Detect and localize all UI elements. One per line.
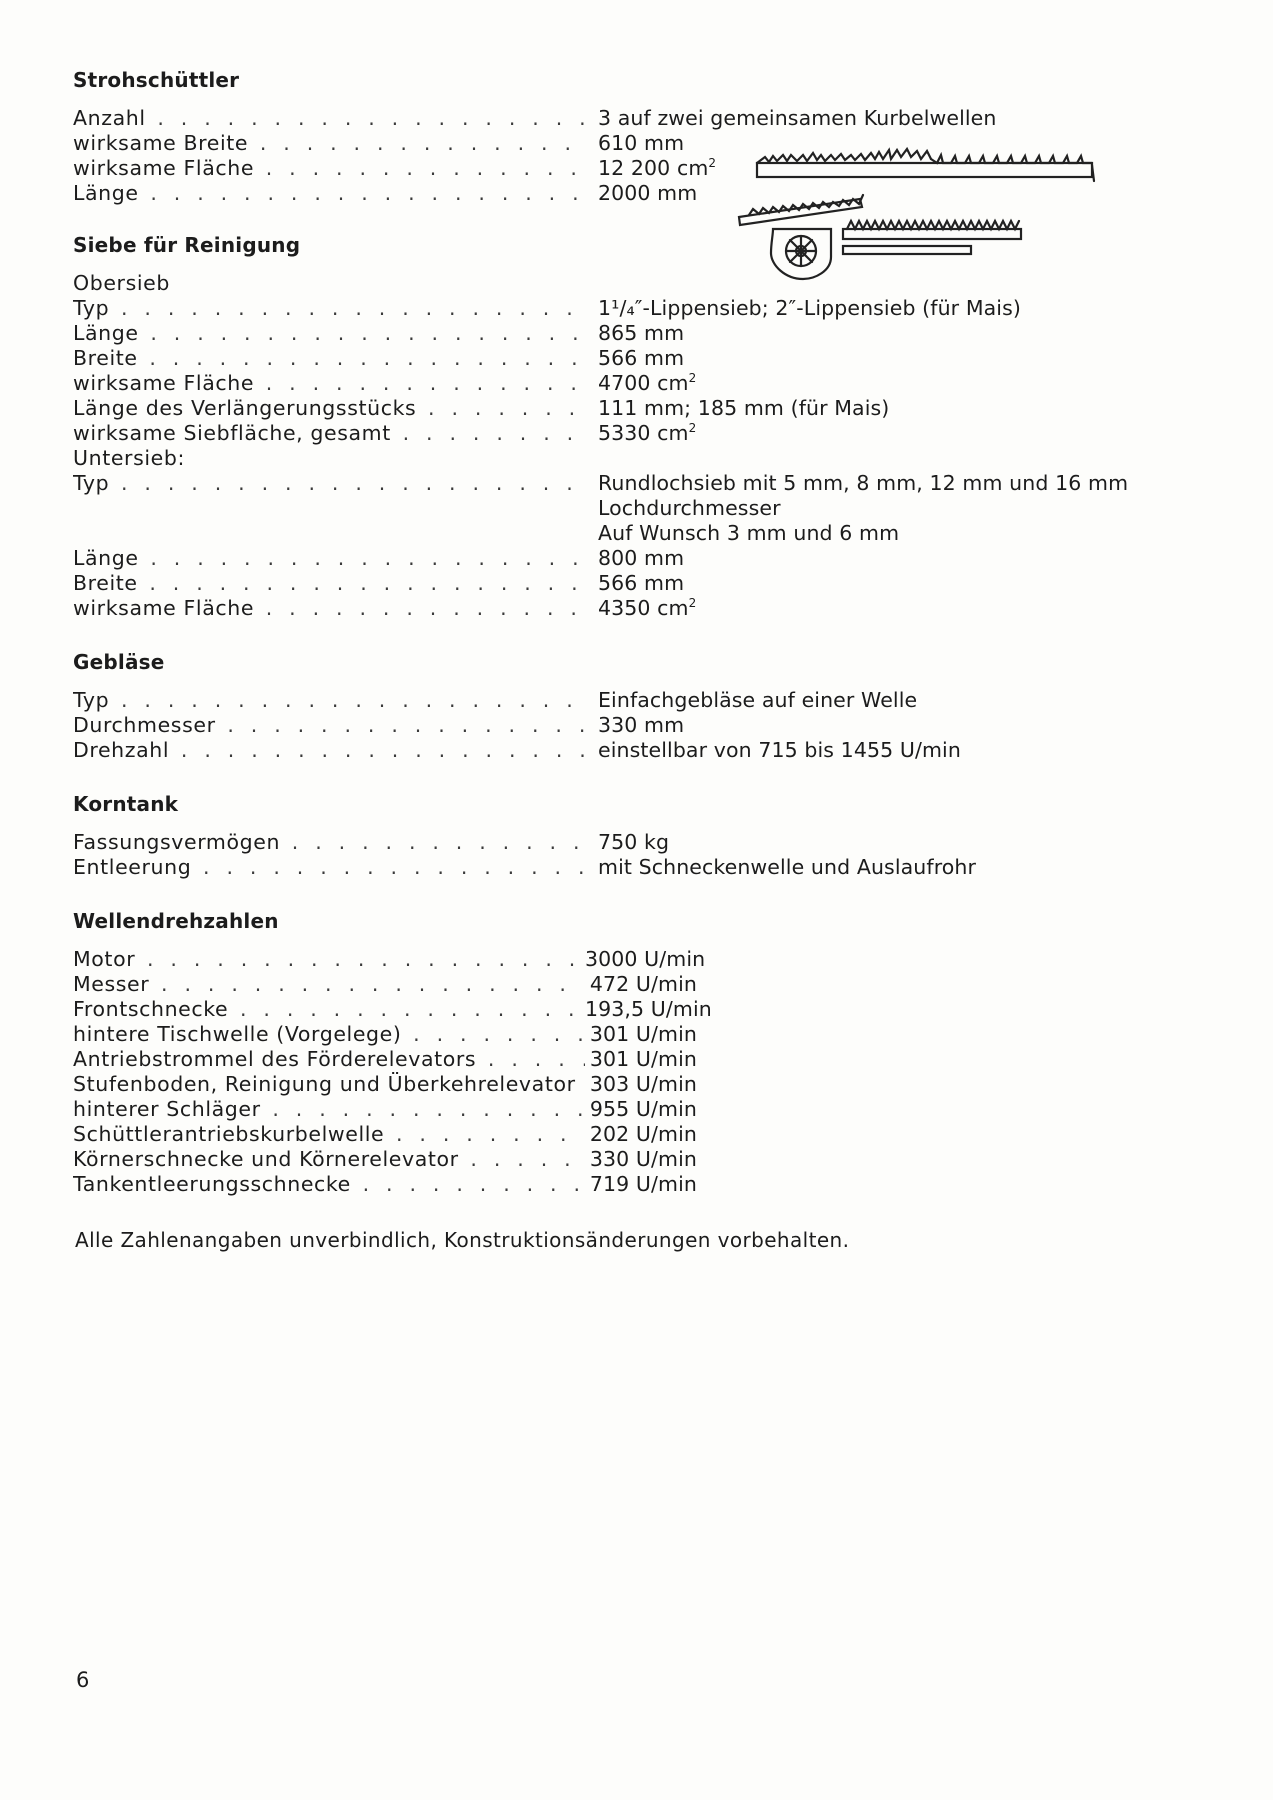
spec-value: 865 mm (598, 321, 685, 345)
spec-value: 301 U/min (589, 1047, 697, 1071)
spec-label: Entleerung . . . (73, 855, 585, 880)
section-title: Strohschüttler (73, 68, 240, 92)
spec-row (73, 471, 1183, 496)
unit-superscript: 2 (708, 156, 717, 170)
spec-label: Durchmesser . . . (73, 713, 585, 738)
spec-value: 12 200 cm (598, 156, 709, 180)
spec-value-group (598, 421, 696, 446)
spec-label: hinterer Schläger . . . (73, 1097, 585, 1122)
spec-value: Rundlochsieb mit 5 mm, 8 mm, 12 mm und 16 mm (598, 471, 1129, 495)
spec-label: Länge des Verlängerungsstücks . . . (73, 396, 585, 421)
spec-label: wirksame Siebfläche, gesamt . . . (73, 421, 585, 446)
spec-label: Fassungsvermögen . . . (73, 830, 585, 855)
spec-label: Anzahl . . . (73, 106, 585, 131)
spec-label: Drehzahl . . . (73, 738, 585, 763)
spec-row (73, 830, 1183, 855)
spec-label: wirksame Fläche . . . (73, 156, 585, 181)
spec-value: 3 auf zwei gemeinsamen Kurbelwellen (598, 106, 997, 130)
subsection-label-row (73, 446, 1183, 471)
spec-row (73, 1122, 1183, 1147)
spec-row (73, 346, 1183, 371)
spec-label: Länge . . . (73, 546, 585, 571)
spec-label: Motor . . . (73, 947, 585, 972)
spec-value: 800 mm (598, 546, 685, 570)
spec-label: wirksame Breite . . . (73, 131, 585, 156)
spec-value: 111 mm; 185 mm (für Mais) (598, 396, 890, 420)
spec-label: hintere Tischwelle (Vorgelege) . . . (73, 1022, 585, 1047)
obersieb-label: Obersieb (73, 271, 170, 295)
section-title: Korntank (73, 792, 179, 816)
spec-label: Typ . . . (73, 688, 585, 713)
spec-value: 750 kg (598, 830, 670, 854)
unit-superscript: 2 (688, 421, 697, 435)
spec-value: 202 U/min (589, 1122, 697, 1146)
spec-row (73, 1047, 1183, 1072)
spec-value: 3000 U/min (585, 947, 706, 971)
spec-value: 4700 cm (598, 371, 689, 395)
spec-row (73, 1147, 1183, 1172)
spec-row (73, 371, 1183, 396)
spec-label: Länge . . . (73, 321, 585, 346)
spec-row (73, 421, 1183, 446)
spec-value: mit Schneckenwelle und Auslaufrohr (598, 855, 977, 879)
spec-label: Messer . . . (73, 972, 585, 997)
spec-value: 330 U/min (589, 1147, 697, 1171)
spec-value: 303 U/min (589, 1072, 697, 1096)
spec-row-continuation (73, 496, 1183, 521)
spec-value: 4350 cm (598, 596, 689, 620)
spec-label: Frontschnecke . . . (73, 997, 585, 1022)
spec-value: 472 U/min (589, 972, 697, 996)
spec-label: Typ . . . (73, 471, 585, 496)
spec-row (73, 596, 1183, 621)
section-korntank (73, 792, 1183, 880)
spec-row (73, 296, 1183, 321)
section-geblaese (73, 650, 1183, 763)
spec-label: Tankentleerungsschnecke . . . (73, 1172, 585, 1197)
section-wellendrehzahlen (73, 909, 1183, 1197)
section-siebe (73, 233, 1183, 621)
spec-row (73, 713, 1183, 738)
spec-value: 330 mm (598, 713, 685, 737)
spec-label: wirksame Fläche . . . (73, 596, 585, 621)
spec-label: Breite . . . (73, 571, 585, 596)
spec-value: 955 U/min (589, 1097, 697, 1121)
untersieb-label: Untersieb: (73, 446, 185, 470)
spec-value: 1¹/₄″-Lippensieb; 2″-Lippensieb (für Mais) (598, 296, 1021, 320)
spec-row (73, 321, 1183, 346)
spec-value: einstellbar von 715 bis 1455 U/min (598, 738, 961, 762)
spec-label: Antriebstrommel des Förderelevators . . . (73, 1047, 585, 1072)
spec-value-group (598, 156, 716, 181)
footnote: Alle Zahlenangaben unverbindlich, Konstruktionsänderungen vorbehalten. (75, 1228, 850, 1252)
spec-value-group (598, 596, 696, 621)
unit-superscript: 2 (688, 596, 697, 610)
spec-value: 719 U/min (589, 1172, 697, 1196)
spec-label: Stufenboden, Reinigung und Überkehrelevator . . . (73, 1072, 585, 1097)
subsection-label-row (73, 271, 1183, 296)
spec-value: 5330 cm (598, 421, 689, 445)
spec-value: Einfachgebläse auf einer Welle (598, 688, 918, 712)
section-title: Siebe für Reinigung (73, 233, 301, 257)
spec-value: 566 mm (598, 571, 685, 595)
spec-value: 2000 mm (598, 181, 698, 205)
spec-label: Körnerschnecke und Körnerelevator . . . (73, 1147, 585, 1172)
unit-superscript: 2 (688, 371, 697, 385)
spec-label: Typ . . . (73, 296, 585, 321)
spec-value: Auf Wunsch 3 mm und 6 mm (598, 521, 900, 545)
spec-row (73, 106, 1183, 131)
spec-value: 566 mm (598, 346, 685, 370)
spec-row (73, 688, 1183, 713)
spec-row (73, 997, 1183, 1022)
spec-row (73, 855, 1183, 880)
spec-row (73, 571, 1183, 596)
spec-value: Lochdurchmesser (598, 496, 781, 520)
spec-row (73, 738, 1183, 763)
spec-row (73, 1172, 1183, 1197)
page-number: 6 (76, 1668, 90, 1692)
section-title: Wellendrehzahlen (73, 909, 279, 933)
spec-value: 610 mm (598, 131, 685, 155)
spec-row (73, 396, 1183, 421)
spec-row (73, 972, 1183, 997)
spec-row-continuation (73, 521, 1183, 546)
spec-value: 193,5 U/min (585, 997, 712, 1021)
spec-row (73, 546, 1183, 571)
spec-row (73, 947, 1183, 972)
spec-label: Schüttlerantriebskurbelwelle . . . (73, 1122, 585, 1147)
spec-label: Länge . . . (73, 181, 585, 206)
spec-row (73, 1097, 1183, 1122)
spec-row (73, 1072, 1183, 1097)
spec-label: wirksame Fläche . . . (73, 371, 585, 396)
spec-value: 301 U/min (589, 1022, 697, 1046)
spec-value-group (598, 371, 696, 396)
spec-label: Breite . . . (73, 346, 585, 371)
section-title: Gebläse (73, 650, 165, 674)
spec-row (73, 1022, 1183, 1047)
